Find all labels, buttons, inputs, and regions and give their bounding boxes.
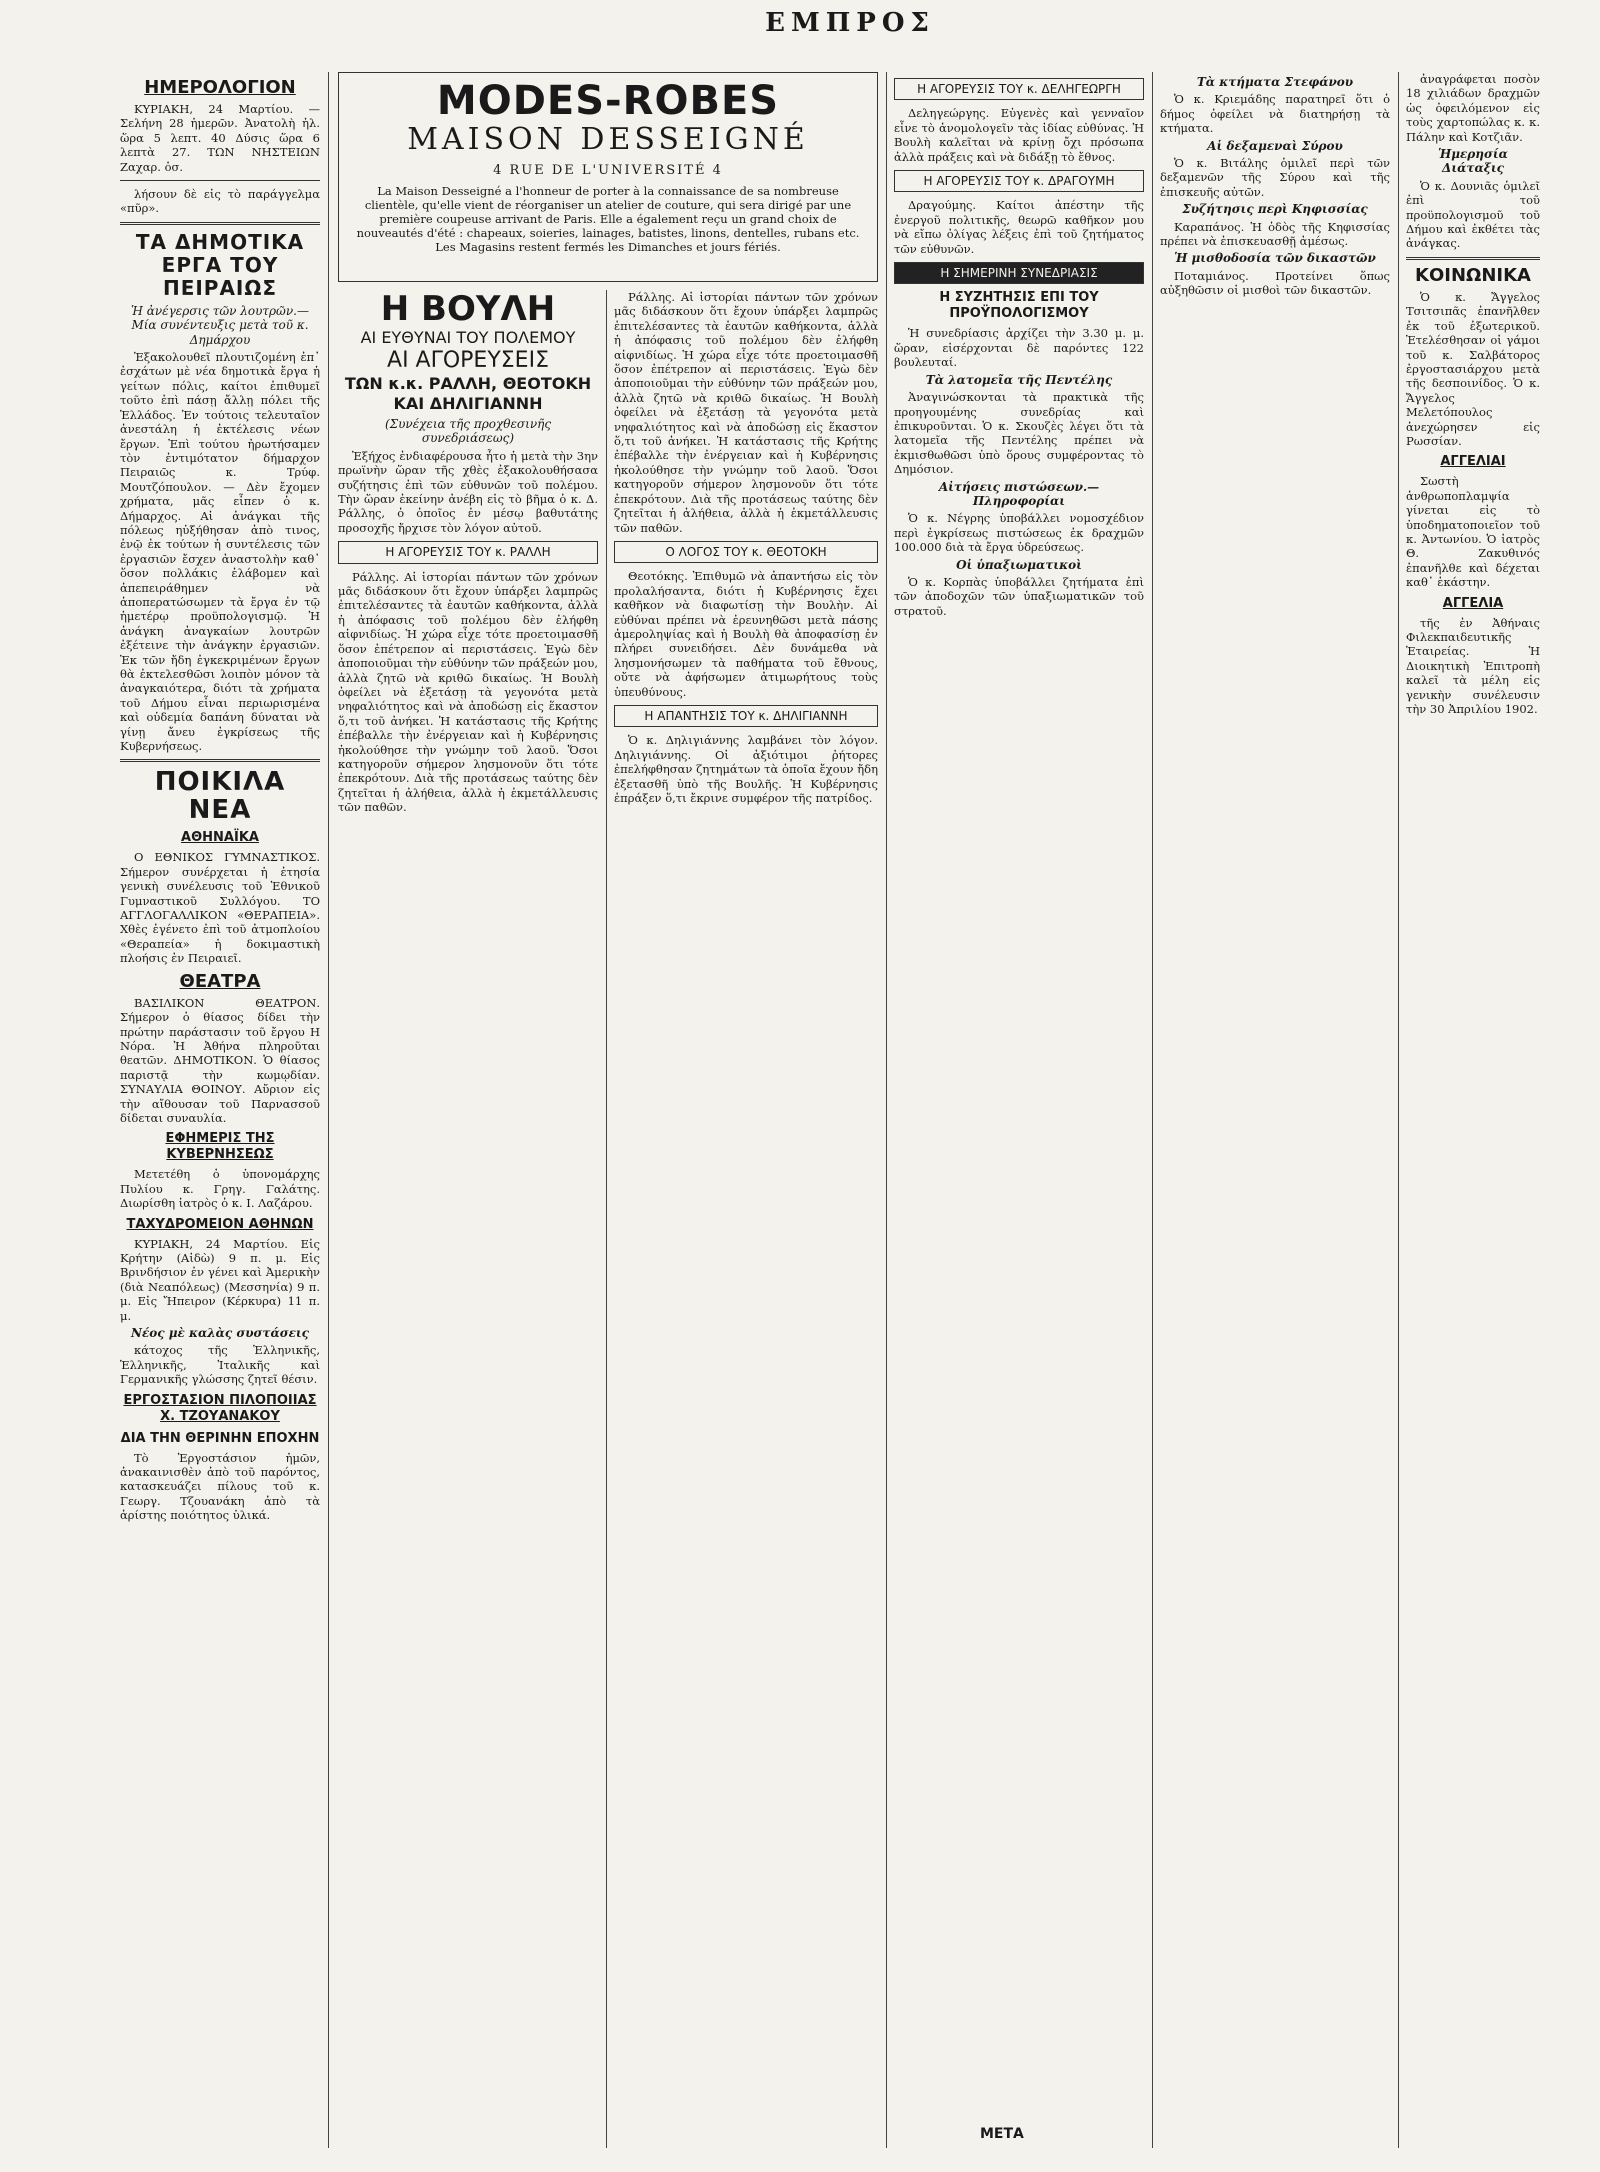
vouli-note: (Συνέχεια τῆς προχθεσινῆς συνεδριάσεως)	[384, 417, 552, 446]
announce-body: Σωστὴ ἀνθρωποπλαμψία γίνεται εἰς τὸ ὑποδηματοποιεῖον τοῦ κ. Ἀντωνίου. Ὁ ἰατρὸς Θ. Ζακυθινός ἐπανῆλθε καὶ δέχεται καθ᾽ ἑκάστην.	[1406, 474, 1540, 590]
column-rule	[886, 72, 887, 2148]
new-title: Νέος μὲ καλὰς συστάσεις	[131, 1326, 309, 1340]
column-1	[120, 72, 320, 2148]
courts-heading: Ἡ μισθοδοσία τῶν δικαστῶν	[1174, 251, 1376, 266]
ad-subtitle: MAISON DESSEIGNÉ	[407, 122, 809, 157]
misc-title: ΠΟΙΚΙΛΑ ΝΕΑ	[154, 767, 286, 826]
courts-body: Ποταμιάνος. Προτείνει ὅπως αὐξηθῶσιν οἱ μισθοὶ τῶν δικαστῶν.	[1160, 268, 1390, 298]
advertisement-box	[338, 72, 878, 282]
shop-title: ΕΡΓΟΣΤΑΣΙΟΝ ΠΙΛΟΠΟΙΙΑΣ Χ. ΤΖΟΥΑΝΑΚΟΥ	[123, 1392, 317, 1424]
theotokis-heading: Ο ΛΟΓΟΣ ΤΟΥ κ. ΘΕΟΤΟΚΗ	[614, 541, 878, 563]
water-body: Ὁ κ. Βιτάλης ὁμιλεῖ περὶ τῶν δεξαμενῶν τῆς Σύρου καὶ τῆς ἐπισκευῆς αὐτῶν.	[1160, 156, 1390, 199]
column-rule	[1152, 72, 1153, 2148]
works-title: ΤΑ ΔΗΜΟΤΙΚΑ ΕΡΓΑ ΤΟΥ ΠΕΙΡΑΙΩΣ	[135, 229, 305, 300]
calendar-text: ΚΥΡΙΑΚΗ, 24 Μαρτίου. — Σελήνη 28 ἡμερῶν. Ἀνατολὴ ἡλ. ὥρα 5 λεπτ. 40 Δύσις ὥρα 6 λεπτὰ 27. ΤΩΝ ΝΗΣΤΕΙΩΝ Ζαχαρ. ὁσ.	[120, 102, 320, 174]
shop-body: Τὸ Ἐργοστάσιον ἡμῶν, ἀνακαινισθὲν ἀπὸ τοῦ παρόντος, κατασκευάζει πίλους τοῦ κ. Γεωργ. Τζουανάκη ἀπὸ τὰ ἀρίστης ποιότητος ὑλικά.	[120, 1450, 320, 1523]
club-heading: ΑΓΓΕΛΙΑ	[1442, 595, 1504, 611]
kifisia-body: Καραπάνος. Ἡ ὁδὸς τῆς Κηφισσίας πρέπει νὰ ἐπισκευασθῇ ἀμέσως.	[1160, 219, 1390, 249]
new-body: κάτοχος τῆς Ἑλληνικῆς, Ἑλληνικῆς, Ἰταλικῆς καὶ Γερμανικῆς γλώσσης ζητεῖ θέσιν.	[120, 1343, 320, 1387]
today-body: Ἡ συνεδρίασις ἀρχίζει τὴν 3.30 μ. μ. ὥραν, εἰσέρχονται δὲ παρόντες 122 βουλευταί.	[894, 326, 1144, 370]
ad-text: La Maison Desseigné a l'honneur de porter à la connaissance de sa nombreuse clientèle, qu'elle vient de réorganiser un atelier de couture, qui sera dirigé par une première coupeuse arrivant de Paris. Elle a également reçu un grand choix de nouveautés d'été : chapeaux, soieries, lainages, batistes, linons, dentelles, rubans etc. Les Magasins restent fermés les Dimanches et jours fériés.	[356, 184, 860, 254]
column-rule	[1398, 72, 1399, 2148]
deligiannis-body: Ὁ κ. Δηλιγιάννης λαμβάνει τὸν λόγον. Δηλιγιάννης. Οἱ ἀξιότιμοι ῥήτορες ἐπελήφθησαν ζητημάτων τὰ ὁποῖα ἔχουν ἤδη ἐξετασθῆ ὑπὸ τῆς Βουλῆς. Ἡ Κυβέρνησις ἐπράξεν ὅ,τι ἔκρινε συμφέρον τῆς πατρίδος.	[614, 733, 878, 805]
gazette-title: ΕΦΗΜΕΡΙΣ ΤΗΣ ΚΥΒΕΡΝΗΣΕΩΣ	[165, 1131, 275, 1163]
misc-subtitle: ΑΘΗΝΑΪΚΑ	[181, 830, 259, 846]
divider	[1406, 257, 1540, 260]
shop-subtitle: ΔΙΑ ΤΗΝ ΘΕΡΙΝΗΝ ΕΠΟΧΗΝ	[120, 1430, 320, 1446]
kifisia-heading: Συζήτησις περὶ Κηφισσίας	[1182, 202, 1368, 217]
crete-body: Ὁ κ. Κριεμάδης παρατηρεῖ ὅτι ὁ δήμος ὀφείλει νὰ διατηρήσῃ τὰ κτήματα.	[1160, 92, 1390, 136]
divider	[120, 222, 320, 225]
works-body: Ἐξακολουθεῖ πλουτιζομένη ἐπ᾽ ἐσχάτων μὲ νέα δημοτικὰ ἔργα ἡ γείτων πόλις, καίτοι ἐπιθυμεῖ τοῦτο ἐπὶ πάσῃ ἄλλῃ πόλει τῆς Ἑλλάδος. Ἐν τούτοις τελευταῖον ἀνεστάλη ἡ ἐκτέλεσις νέων ἔργων. Ἐπὶ τούτου ἠρωτήσαμεν τὸν ἐντιμότατον δήμαρχον Πειραιῶς κ. Τρύφ. Μουτζόπουλον. — Δὲν ἔχομεν χρήματα, μᾶς εἶπεν ὁ κ. Δήμαρχος. Αἱ ἀνάγκαι τῆς πόλεως ηὐξήθησαν ἀπὸ τινος, ἐνῷ ἐκ τούτων ἡ συντέλεσις τῶν ἐργασιῶν ἔσχεν ἀναστολὴν καθ᾽ ὅσον πολλάκις ἐλάβομεν καὶ ἀπεπειράθημεν νὰ ἀποπερατώσωμεν τὰ ἔργα ἐν τῷ ἡμετέρῳ προϋπολογισμῷ. Ἡ ἀνάγκη ἀναγκαίων λουτρῶν ἐξέτεινε τὴν ἀνάγκην ἐργασιῶν. Ἐκ τῶν ἤδη ἐγκεκριμένων ἔργων θὰ ἐκτελεσθῶσι λοιπὸν μόνον τὰ ἀναγκαιότερα, διότι τὰ χρήματα τοῦ Δήμου εἶναι περιωρισμένα καὶ οὐδεμία δαπάνη δύναται νὰ γίνῃ ἄνευ ἐγκρίσεως τῆς Κυβερνήσεως.	[120, 350, 320, 754]
calendar-title: ΗΜΕΡΟΛΟΓΙΟΝ	[144, 77, 296, 98]
works-subtitle: Ἡ ἀνέγερσις τῶν λουτρῶν.— Μία συνέντευξις μετὰ τοῦ κ. Δημάρχου	[131, 303, 309, 347]
rallis-body: Ράλλης. Αἱ ἱστορίαι πάντων τῶν χρόνων μᾶς διδάσκουν ὅτι ἔχουν ὑπάρξει λαμπρῶς ἐπιτελέσαντες τὰ ἑαυτῶν καθήκοντα, ἀλλὰ ἡ ἀπόφασις τοῦ πολέμου δὲν ἐλήφθη αἰφνιδίως. Ἡ χώρα εἶχε τότε προετοιμασθῆ ὅσον ἐπέτρεπον αἱ περιστάσεις. Ἐγὼ δὲν ἀποποιοῦμαι τὴν εὐθύνην τῶν πράξεών μου, ἀλλὰ ζητῶ νὰ κριθῶ δικαίως. Ἡ Βουλὴ ὀφείλει νὰ ἐξετάσῃ τὰ γεγονότα μετὰ νηφαλιότητος καὶ νὰ ἀποδώσῃ εἰς ἕκαστον ὅ,τι τοῦ ἀνήκει. Ἡ κατάστασις τῆς Κρήτης ἐπέβαλλε τὴν ἐνέργειαν καὶ ἡ Κυβέρνησις ἠκολούθησε τὴν γνώμην τοῦ λαοῦ. Ὅσοι κατηγοροῦν σήμερον λησμονοῦν ὅτι τότε ἐπεκρότουν. Διὰ τῆς προτάσεως ταύτης δὲν ζητεῖται ἡ ἀλήθεια, ἀλλὰ ἡ ἐκμετάλλευσις τῶν παθῶν.	[338, 569, 598, 815]
continuation-marker: ΜΕΤΑ	[980, 2126, 1024, 2142]
orders-body: Ὁ κ. Δουνιᾶς ὁμιλεῖ ἐπὶ τοῦ προϋπολογισμοῦ τοῦ Δήμου καὶ ἐκθέτει τὰς ἀνάγκας.	[1406, 178, 1540, 251]
column-rule	[328, 72, 329, 2148]
today-heading: Η ΣΗΜΕΡΙΝΗ ΣΥΝΕΔΡΙΑΣΙΣ	[894, 262, 1144, 284]
ad-address: 4 RUE DE L'UNIVERSITÉ 4	[493, 163, 723, 178]
masthead: ΕΜΠΡΟΣ	[765, 8, 935, 38]
divider	[120, 759, 320, 762]
officials-body: Ὁ κ. Κορπὰς ὑποβάλλει ζητήματα ἐπὶ τῶν ἀποδοχῶν τῶν ὑπαξιωματικῶν τοῦ στρατοῦ.	[894, 574, 1144, 618]
deligiorgis-heading: Η ΑΓΟΡΕΥΣΙΣ ΤΟΥ κ. ΔΕΛΗΓΕΩΡΓΗ	[894, 78, 1144, 100]
pension-body: Ὁ κ. Νέγρης ὑποβάλλει νομοσχέδιον περὶ ἐγκρίσεως πιστώσεως ἐκ δραχμῶν 100.000 διὰ τὰ ἔργα ὑδρεύσεως.	[894, 511, 1144, 555]
misc-body: Ο ΕΘΝΙΚΟΣ ΓΥΜΝΑΣΤΙΚΟΣ. Σήμερον συνέρχεται ἡ ἐτησία γενικὴ συνέλευσις τοῦ Ἐθνικοῦ Γυμναστικοῦ Συλλόγου. ΤΟ ΑΓΓΛΟΓΑΛΛΙΚΟΝ «ΘΕΡΑΠΕΙΑ». Χθὲς ἐγένετο ἐπὶ τοῦ ἀτμοπλοίου «Θεραπεία» ἡ δοκιμαστικὴ πλοήσις ἐν Πειραιεῖ.	[120, 850, 320, 966]
lead-line: λήσουν δὲ εἰς τὸ παράγγελμα «πῦρ».	[120, 187, 320, 216]
social-body: Ὁ κ. Ἄγγελος Τσιτσιπᾶς ἐπανῆλθεν ἐκ τοῦ ἐξωτερικοῦ. Ἐτελέσθησαν οἱ γάμοι τοῦ κ. Σαλβάτορος ἐργοστασιάρχου μετὰ τῆς δεσποινίδος. Ὁ κ. Ἄγγελος Μελετόπουλος ἀνεχώρησεν εἰς Ρωσσίαν.	[1406, 289, 1540, 448]
orders-heading: Ἡμερησία Διάταξις	[1438, 147, 1508, 176]
column-6	[1406, 72, 1540, 2148]
today-subheading: Η ΣΥΖΗΤΗΣΙΣ ΕΠΙ ΤΟΥ ΠΡΟΫΠΟΛΟΓΙΣΜΟΥ	[939, 290, 1099, 322]
theatre-title: ΘΕΑΤΡΑ	[179, 970, 261, 992]
rallis-heading: Η ΑΓΟΡΕΥΣΙΣ ΤΟΥ κ. ΡΑΛΛΗ	[338, 541, 598, 563]
pension-heading: Αἰτήσεις πιστώσεων.— Πληροφορίαι	[938, 479, 1100, 508]
column-2	[338, 290, 598, 2148]
deligiannis-heading: Η ΑΠΑΝΤΗΣΙΣ ΤΟΥ κ. ΔΗΛΙΓΙΑΝΝΗ	[614, 705, 878, 727]
announce-heading: ΑΓΓΕΛΙΑΙ	[1440, 454, 1506, 470]
vouli-intro: Ἐξήχος ἐνδιαφέρουσα ἦτο ἡ μετὰ τὴν 3ην πρωϊνὴν ὥραν τῆς χθὲς ἐξακολουθήσασα συζήτησις ἐπὶ τῶν εὐθυνῶν τοῦ πολέμου. Τὴν ὥραν ἐκείνην ἀνέβη εἰς τὸ βῆμα ὁ κ. Δ. Ράλλης, ὁ ὁποῖος ἐν μέσῳ βαθυτάτης προσοχῆς ἤρχισε τὸν λόγον αὐτοῦ.	[338, 448, 598, 535]
water-heading: Αἱ δεξαμεναὶ Σύρου	[1207, 138, 1343, 153]
ad-title: MODES-ROBES	[436, 78, 780, 124]
divider	[120, 180, 320, 181]
column-rule	[606, 290, 607, 2148]
column-3	[614, 290, 878, 2148]
post-body: ΚΥΡΙΑΚΗ, 24 Μαρτίου. Εἰς Κρήτην (Αἰδὼ) 9 π. μ. Εἰς Βρινδήσιον ἐν γένει καὶ Ἀμερικὴν (διὰ Νεαπόλεως) (Μεσσηνία) 9 π. μ. Εἰς Ἤπειρον (Κέρκυρα) 11 π. μ.	[120, 1236, 320, 1323]
rallis-body-continued: Ράλλης. Αἱ ἱστορίαι πάντων τῶν χρόνων μᾶς διδάσκουν ὅτι ἔχουν ὑπάρξει λαμπρῶς ἐπιτελέσαντες τὰ ἑαυτῶν καθήκοντα, ἀλλὰ ἡ ἀπόφασις τοῦ πολέμου δὲν ἐλήφθη αἰφνιδίως. Ἡ χώρα εἶχε τότε προετοιμασθῆ ὅσον ἐπέτρεπον αἱ περιστάσεις. Ἐγὼ δὲν ἀποποιοῦμαι τὴν εὐθύνην τῶν πράξεών μου, ἀλλὰ ζητῶ νὰ κριθῶ δικαίως. Ἡ Βουλὴ ὀφείλει νὰ ἐξετάσῃ τὰ γεγονότα μετὰ νηφαλιότητος καὶ νὰ ἀποδώσῃ εἰς ἕκαστον ὅ,τι τοῦ ἀνήκει. Ἡ κατάστασις τῆς Κρήτης ἐπέβαλλε τὴν ἐνέργειαν καὶ ἡ Κυβέρνησις ἠκολούθησε τὴν γνώμην τοῦ λαοῦ. Ὅσοι κατηγοροῦν σήμερον λησμονοῦν ὅτι τότε ἐπεκρότουν. Διὰ τῆς προτάσεως ταύτης δὲν ζητεῖται ἡ ἀλήθεια, ἀλλὰ ἡ ἐκμετάλλευσις τῶν παθῶν.	[614, 290, 878, 535]
theotokis-body: Θεοτόκης. Ἐπιθυμῶ νὰ ἀπαντήσω εἰς τὸν προλαλήσαντα, διότι ἡ Κυβέρνησις ἔχει καθῆκον νὰ διαφωτίσῃ τὴν Βουλὴν. Αἱ εὐθύναι πρέπει νὰ ἐρευνηθῶσι μετὰ πάσης ἀμεροληψίας καὶ ἡ Βουλὴ θὰ ἀποφασίσῃ ἐν πλήρει συνειδήσει. Δὲν δυνάμεθα νὰ λησμονήσωμεν τὰ παθήματα τοῦ ἔθνους, οὔτε νὰ ἀφήσωμεν ἀτιμωρήτους τοὺς ὑπευθύνους.	[614, 569, 878, 699]
theatre-body: ΒΑΣΙΛΙΚΟΝ ΘΕΑΤΡΟΝ. Σήμερον ὁ θίασος δίδει τὴν πρώτην παράστασιν τοῦ ἔργου Η Νόρα. Ἡ Ἀθήνα πληροῦται θεατῶν. ΔΗΜΟΤΙΚΟΝ. Ὁ θίασος παριστᾷ τὴν κωμῳδίαν. ΣΥΝΑΥΛΙΑ ΘΟΙΝΟΥ. Αὔριον εἰς τὴν αἴθουσαν τοῦ Παρνασσοῦ δίδεται συναυλία.	[120, 995, 320, 1125]
social-heading: ΚΟΙΝΩΝΙΚΑ	[1415, 264, 1531, 286]
vouli-subtitle-2: ΑΙ ΑΓΟΡΕΥΣΕΙΣ	[387, 348, 549, 373]
gazette-body: Μετετέθη ὁ ὑπονομάρχης Πυλίου κ. Γρηγ. Γαλάτης. Διωρίσθη ἰατρὸς ὁ κ. Ι. Λαζάρου.	[120, 1167, 320, 1211]
quarries-heading: Τὰ λατομεῖα τῆς Πεντέλης	[925, 372, 1113, 387]
officials-heading: Οἱ ὑπαξιωματικοὶ	[956, 557, 1082, 572]
post-title: ΤΑΧΥΔΡΟΜΕΙΟΝ ΑΘΗΝΩΝ	[126, 1216, 314, 1232]
quarries-body: Ἀναγινώσκονται τὰ πρακτικὰ τῆς προηγουμένης συνεδρίας καὶ ἐπικυροῦνται. Ὁ κ. Σκουζὲς λέγει ὅτι τὰ λατομεῖα τῆς Πεντέλης πρέπει νὰ ἐκμισθωθῶσι ὑπὸ ὅρους συμφέροντας τὸ Δημόσιον.	[894, 390, 1144, 477]
column-4	[894, 72, 1144, 2148]
dragoumis-heading: Η ΑΓΟΡΕΥΣΙΣ ΤΟΥ κ. ΔΡΑΓΟΥΜΗ	[894, 170, 1144, 192]
crete-heading: Τὰ κτήματα Στεφάνου	[1196, 75, 1354, 89]
dragoumis-body: Δραγούμης. Καίτοι ἀπέστην τῆς ἐνεργοῦ πολιτικῆς, θεωρῶ καθῆκον μου νὰ εἴπω ὀλίγας λέξεις ἐπὶ τοῦ ζητήματος τῶν εὐθυνῶν.	[894, 198, 1144, 256]
newspaper-page	[120, 8, 1540, 2158]
vouli-title: Η ΒΟΥΛΗ	[380, 290, 556, 329]
vouli-subtitle-3: ΤΩΝ κ.κ. ΡΑΛΛΗ, ΘΕΟΤΟΚΗ ΚΑΙ ΔΗΛΙΓΙΑΝΝΗ	[344, 374, 592, 413]
col6-top: ἀναγράφεται ποσὸν 18 χιλιάδων δραχμῶν ὡς ὀφειλόμενον εἰς τοὺς χαρτοπώλας κ. κ. Πάλην καὶ Κοτζιᾶν.	[1406, 72, 1540, 144]
deligiorgis-body: Δεληγεώργης. Εὐγενὲς καὶ γενναῖον εἶνε τὸ ἀνομολογεῖν τὰς ἰδίας εὐθύνας. Ἡ Βουλὴ καλεῖται νὰ κρίνῃ ὄχι πρόσωπα ἀλλὰ πράξεις καὶ νὰ διδάξῃ τὸ ἔθνος.	[894, 106, 1144, 164]
vouli-subtitle-1: ΑΙ ΕΥΘΥΝΑΙ ΤΟΥ ΠΟΛΕΜΟΥ	[360, 328, 576, 347]
column-5	[1160, 72, 1390, 2148]
club-body: τῆς ἐν Ἀθήναις Φιλεκπαιδευτικῆς Ἑταιρείας. Ἡ Διοικητικὴ Ἐπιτροπὴ καλεῖ τὰ μέλη εἰς γενικὴν συνέλευσιν τὴν 30 Ἀπριλίου 1902.	[1406, 615, 1540, 717]
